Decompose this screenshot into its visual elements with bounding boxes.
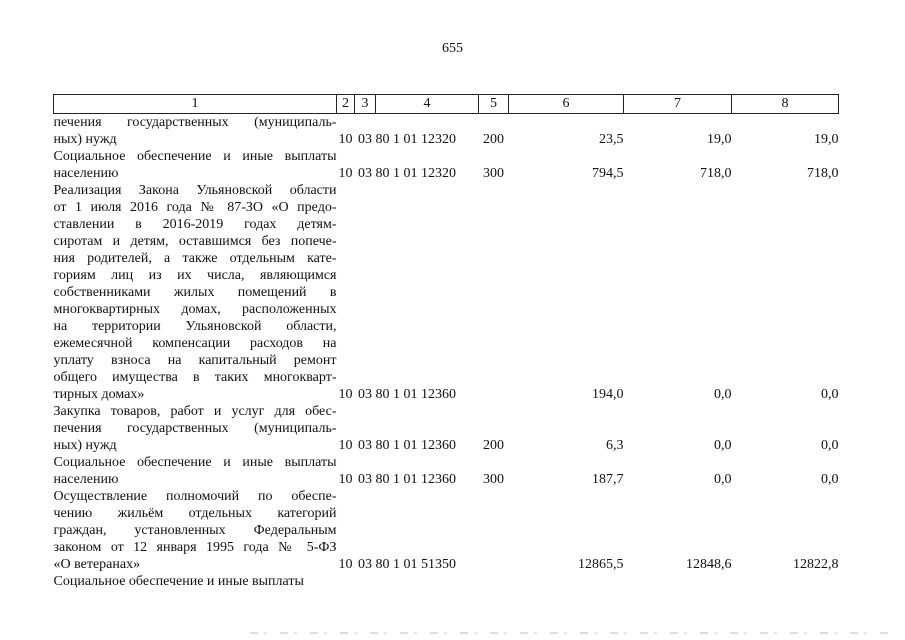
description-line: уплату взноса на капитальный ремонт — [53, 353, 337, 368]
cell-pr: 03 — [358, 472, 372, 487]
header-col-8: 8 — [732, 95, 839, 114]
cell-rz: 10 — [338, 557, 353, 572]
cell-rz: 10 — [338, 472, 353, 487]
description-line: Социальное обеспечение и иные выплаты — [53, 455, 337, 470]
cell-vr — [479, 182, 509, 403]
cell-csr: 80 1 01 12360 — [375, 472, 456, 487]
cell-csr: 80 1 01 51350 — [375, 557, 456, 572]
description-line: чению жильём отдельных категорий — [53, 506, 337, 521]
header-col-6: 6 — [509, 95, 624, 114]
header-col-2: 2 — [337, 95, 355, 114]
cell-rz: 10 — [338, 387, 353, 402]
cell-value-2018: 19,0 — [707, 132, 732, 147]
cell-value-2017: 794,5 — [592, 166, 624, 181]
table-row — [54, 114, 839, 149]
description-line: населению — [53, 472, 119, 487]
cell-value-2018: 12848,6 — [686, 557, 732, 572]
header-col-1: 1 — [54, 95, 337, 114]
table-row — [54, 182, 839, 403]
cell-value-2017 — [509, 573, 624, 590]
cell-pr — [355, 573, 376, 590]
cell-pr: 03 — [358, 438, 372, 453]
header-col-7: 7 — [624, 95, 732, 114]
cell-value-2017: 187,7 — [592, 472, 624, 487]
table-row — [54, 454, 839, 488]
cell-value-2018 — [624, 573, 732, 590]
description-line: от 1 июля 2016 года № 87-ЗО «О предо- — [53, 200, 337, 215]
description-line: Осуществление полномочий по обеспе- — [53, 489, 337, 504]
cell-pr: 03 — [358, 132, 372, 147]
description-line: тирных домах» — [53, 387, 145, 402]
description-line: Реализация Закона Ульяновской области — [53, 183, 337, 198]
description-line: собственниками жилых помещений в — [53, 285, 337, 300]
cell-rz: 10 — [338, 438, 353, 453]
cell-value-2019: 19,0 — [814, 132, 839, 147]
cell-vr: 200 — [483, 132, 504, 147]
description-line: на территории Ульяновской области, — [53, 319, 337, 334]
cell-vr — [479, 488, 509, 573]
header-col-3: 3 — [355, 95, 376, 114]
cell-csr: 80 1 01 12320 — [375, 166, 456, 181]
description-line: Социальное обеспечение и иные выплаты — [53, 574, 304, 589]
row-description — [54, 182, 337, 403]
cell-csr: 80 1 01 12360 — [375, 438, 456, 453]
cell-value-2018: 718,0 — [700, 166, 732, 181]
cell-vr: 300 — [483, 166, 504, 181]
cell-vr: 300 — [483, 472, 504, 487]
cell-value-2018: 0,0 — [714, 438, 732, 453]
description-line: ежемесячной компенсации расходов на — [53, 336, 337, 351]
description-line: гориям лиц из их числа, являющимся — [53, 268, 337, 283]
cell-value-2019: 0,0 — [821, 472, 839, 487]
cell-pr: 03 — [358, 166, 372, 181]
cell-pr: 03 — [358, 557, 372, 572]
cell-value-2019: 0,0 — [821, 438, 839, 453]
description-line: печения государственных (муниципаль- — [53, 115, 337, 130]
table-row — [54, 488, 839, 573]
cell-value-2019: 12822,8 — [793, 557, 839, 572]
description-line: печения государственных (муниципаль- — [53, 421, 337, 436]
cell-value-2019 — [732, 573, 839, 590]
cell-rz: 10 — [338, 132, 353, 147]
budget-table — [53, 94, 839, 590]
row-description — [54, 573, 337, 590]
description-line: Социальное обеспечение и иные выплаты — [53, 149, 337, 164]
cell-pr: 03 — [358, 387, 372, 402]
row-description — [54, 403, 337, 454]
page-number: 655 — [442, 41, 463, 56]
description-line: сиротам и детям, оставшимся без попече- — [53, 234, 337, 249]
cell-value-2017: 23,5 — [599, 132, 624, 147]
header-col-4: 4 — [376, 95, 479, 114]
cell-csr — [376, 573, 479, 590]
description-line: ных) нужд — [53, 438, 117, 453]
cell-value-2019: 0,0 — [821, 387, 839, 402]
description-line: граждан, установленных Федеральным — [53, 523, 337, 538]
description-line: многоквартирных домах, расположенных — [53, 302, 337, 317]
description-line: ния родителей, а также отдельным кате- — [53, 251, 337, 266]
row-description — [54, 488, 337, 573]
row-description — [54, 148, 337, 182]
table-row — [54, 148, 839, 182]
description-line: ных) нужд — [53, 132, 117, 147]
table-row — [54, 403, 839, 454]
budget-table-body — [54, 114, 839, 591]
cell-vr: 200 — [483, 438, 504, 453]
header-col-5: 5 — [479, 95, 509, 114]
cell-value-2018: 0,0 — [714, 472, 732, 487]
cell-value-2017: 194,0 — [592, 387, 624, 402]
row-description — [54, 454, 337, 488]
scan-artifact — [250, 632, 890, 634]
cell-vr — [479, 573, 509, 590]
description-line: «О ветеранах» — [53, 557, 141, 572]
table-row — [54, 573, 839, 590]
description-line: общего имущества в таких многокварт- — [53, 370, 337, 385]
cell-rz: 10 — [338, 166, 353, 181]
cell-value-2018: 0,0 — [714, 387, 732, 402]
cell-value-2017: 12865,5 — [578, 557, 624, 572]
cell-csr: 80 1 01 12360 — [375, 387, 456, 402]
cell-value-2017: 6,3 — [606, 438, 624, 453]
description-line: ставлении в 2016-2019 годах детям- — [53, 217, 337, 232]
description-line: законом от 12 января 1995 года № 5-ФЗ — [53, 540, 337, 555]
row-description — [54, 114, 337, 149]
description-line: Закупка товаров, работ и услуг для обес- — [53, 404, 337, 419]
cell-value-2019: 718,0 — [807, 166, 839, 181]
description-line: населению — [53, 166, 119, 181]
cell-rz — [337, 573, 355, 590]
header-row — [54, 95, 839, 114]
cell-csr: 80 1 01 12320 — [375, 132, 456, 147]
